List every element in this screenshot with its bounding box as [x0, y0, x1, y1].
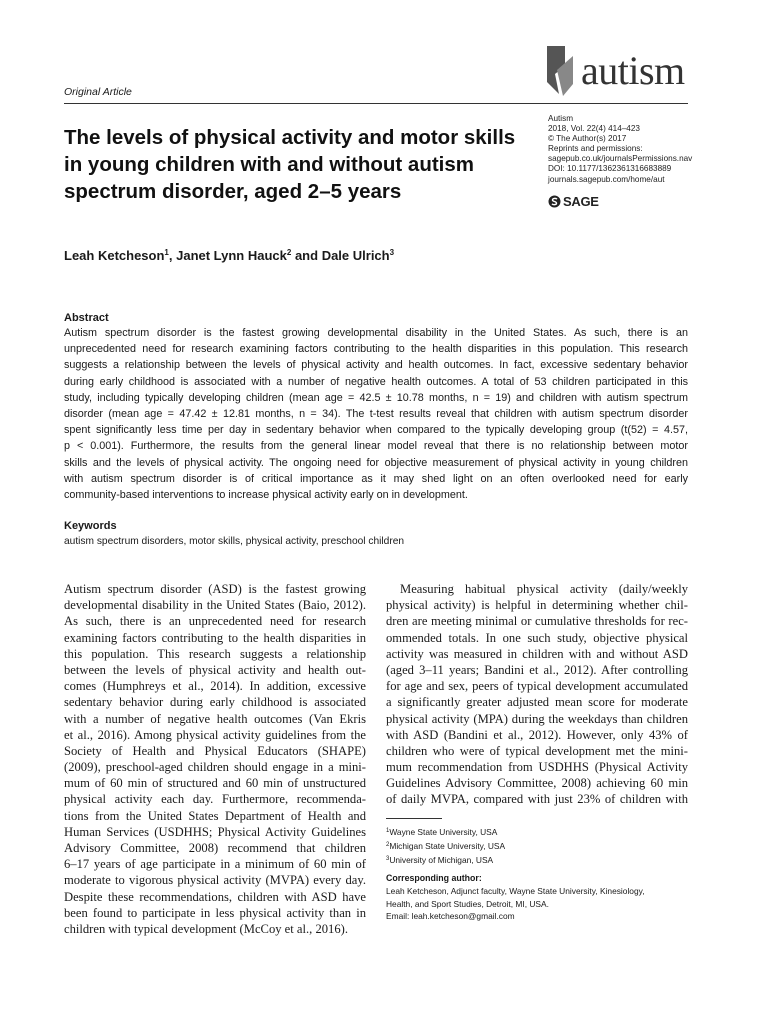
author-affiliation-marker: 2 [286, 248, 292, 257]
body-text-line: with a number of negative health outcomes (Van Ekris [64, 711, 366, 726]
affiliation-marker: 1 [386, 828, 390, 834]
body-text-line: Society of Health and Physical Educators (SHAPE) [64, 743, 366, 758]
affiliation-marker: 3 [386, 855, 390, 862]
journal-info-line: DOI: 10.1177/1362361316683889 [548, 164, 672, 174]
abstract-line: suggests a relationship between the levels of physical activity and health outcomes. In fact, excessive sedentary behavior [64, 359, 688, 372]
body-text-line: Autism spectrum disorder (ASD) is the fastest growing [64, 582, 366, 596]
author-affiliations [386, 825, 505, 866]
abstract-line: study, including typically developing children (mean age = 42.5 ± 10.78 months, n = 19) and children with autism spectrum [64, 391, 688, 404]
footnote-divider [386, 818, 442, 819]
journal-info-line: 2018, Vol. 22(4) 414–423 [548, 124, 640, 134]
body-text-line: a significantly greater adjusted mean score for moderate [386, 695, 688, 710]
journal-info-line: sagepub.co.uk/journalsPermissions.nav [548, 154, 693, 164]
body-text-line: (2009), preschool-aged children should engage in a mini- [64, 760, 366, 775]
abstract-line: community-based interventions to increase physical activity early on in development. [64, 488, 468, 501]
corresponding-author-line: Leah Ketcheson, Adjunct faculty, Wayne State University, Kinesiology, [386, 885, 645, 896]
body-text-line: of daily MVPA, compared with just 23% of children with [386, 792, 688, 807]
journal-logo [543, 44, 693, 104]
corresponding-author [386, 872, 688, 923]
journal-info-line: Autism [548, 114, 574, 123]
affiliation-name: University of Michigan, USA [389, 854, 494, 865]
body-text-line: As such, there is an unprecedented need for research [64, 614, 366, 629]
journal-info [548, 114, 708, 185]
body-text-line: with ASD (Bandini et al., 2012). However, only 43% of [386, 727, 688, 742]
sage-circle-icon [548, 195, 561, 208]
body-text-line: moderate to vigorous physical activity (MVPA) every day. [64, 873, 366, 888]
body-text-line: for age and sex, peers of typical development accumulated [386, 679, 688, 694]
abstract-line: unprecedented need for research examining factors contributing to the health disparities in this population. This research [64, 343, 688, 356]
author-list [64, 248, 394, 263]
body-text-line: Advisory Committee, 2008) recommend that children [64, 841, 366, 855]
corresponding-author-line: Health, and Sport Studies, Detroit, MI, USA. [386, 898, 549, 909]
keywords-text: autism spectrum disorders, motor skills, physical activity, preschool children [64, 536, 405, 547]
author-affiliation-marker: 1 [164, 248, 169, 257]
body-text-line: dren are meeting minimal or cumulative thresholds for rec- [386, 614, 688, 629]
author-separator: and [291, 248, 322, 263]
article-title: The levels of physical activity and motor skills in young children with and without autism spectrum disorder, aged 2–5 years [64, 126, 516, 203]
affiliation-line [386, 853, 505, 867]
journal-info-line: © The Author(s) 2017 [548, 134, 627, 144]
affiliation-name: Wayne State University, USA [389, 827, 498, 837]
abstract-body [64, 325, 688, 503]
journal-info-line: Reprints and permissions: [548, 144, 643, 154]
body-text-line: tions from the United States Department of Health and [64, 808, 366, 823]
journal-info-line: journals.sagepub.com/home/aut [548, 174, 665, 184]
body-text-line: activity was measured in children with and without ASD [386, 646, 688, 661]
author-separator: , [168, 248, 177, 263]
body-text-line: sedentary behavior during early childhood is associated [64, 695, 366, 710]
body-text-line: physical activity) is helpful in determining whether chil- [386, 598, 688, 613]
body-text-line: et al., 2016). Among physical activity guidelines from the [64, 727, 366, 742]
author-name: Janet Lynn Hauck [176, 248, 287, 263]
affiliation-marker: 2 [386, 841, 390, 848]
abstract-line: spent significantly less time per day in sedentary behavior when compared to the typically developing group (t(52) = 4.57, [64, 424, 688, 437]
affiliation-name: Michigan State University, USA [389, 840, 506, 851]
abstract-line: Autism spectrum disorder is the fastest growing developmental disability in the United States. As such, there is an [64, 327, 688, 339]
body-column-left [64, 581, 366, 937]
author-name: Leah Ketcheson [64, 248, 165, 263]
body-column-right [386, 581, 688, 808]
body-text-line: mum of 60 min of structured and 60 min of unstructured [64, 776, 366, 791]
abstract-line: with autism spectrum disorder is of critical importance as it may shed light on an often overlooked need for early [64, 472, 688, 485]
body-text-line: between the levels of physical activity and health out- [64, 662, 366, 677]
body-text-line: physical activity (MPA) during the weekdays than children [386, 711, 688, 726]
body-text-line: Despite these recommendations, children with ASD have [64, 889, 366, 904]
body-text-line: Measuring habitual physical activity (daily/weekly [400, 582, 688, 596]
article-type-label: Original Article [64, 86, 132, 98]
body-text-line: (aged 3–11 years; Bandini et al., 2012). After controlling [386, 662, 688, 677]
body-text-line: physical activity each day. Furthermore, recommenda- [64, 792, 366, 807]
author-affiliation-marker: 3 [389, 248, 395, 257]
body-text-line: 6–17 years of age participate in a minimum of 60 min of [64, 857, 366, 872]
autism-logo-mark-icon [543, 44, 583, 100]
affiliation-line [386, 825, 505, 839]
abstract-line: skills and the levels of physical activity. The ongoing need for objective measurement of physical activity in young children [64, 456, 688, 469]
journal-logo-wordmark: autism [581, 48, 685, 93]
body-text-line: been found to participate in less physical activity than in [64, 905, 366, 920]
body-text-line: examining factors contributing to the health disparities in [64, 630, 366, 645]
body-text-line: developmental disability in the United States (Baio, 2012). [64, 598, 366, 613]
author-name: Dale Ulrich [321, 248, 390, 263]
affiliation-line [386, 839, 505, 853]
body-text-line: comes (Humphreys et al., 2014). In addition, excessive [64, 679, 366, 694]
body-text-line: this population. This research suggests a relationship [64, 646, 366, 661]
body-text-line: mum recommendation from USDHHS (Physical Activity [386, 760, 688, 775]
keywords-heading: Keywords [64, 520, 117, 532]
abstract-line: disorder (mean age = 47.42 ± 12.81 months, n = 34). The t-test results reveal that children with autism spectrum disorder [64, 407, 688, 420]
corresponding-author-heading: Corresponding author: [386, 873, 482, 883]
abstract-line: during early childhood is associated with a number of negative health outcomes. A total of 53 children participated in this [64, 375, 688, 388]
abstract-heading: Abstract [64, 312, 109, 324]
body-text-line: children who were of typical development met the mini- [386, 743, 688, 758]
abstract-line: p < 0.001). Furthermore, the results from the general linear model reveal that there is no relationship between motor [64, 440, 688, 453]
publisher-logo-text: SAGE [563, 194, 599, 209]
body-text-line: Human Services (USDHHS; Physical Activity Guidelines [64, 824, 366, 839]
body-text-line: Guidelines Advisory Committee, 2008) achieving 60 min [386, 776, 688, 791]
body-text-line: ommended totals. In one such study, objective physical [386, 630, 688, 645]
body-text-line: children with typical development (McCoy et al., 2016). [64, 921, 348, 936]
corresponding-author-line: Email: leah.ketcheson@gmail.com [386, 911, 515, 922]
